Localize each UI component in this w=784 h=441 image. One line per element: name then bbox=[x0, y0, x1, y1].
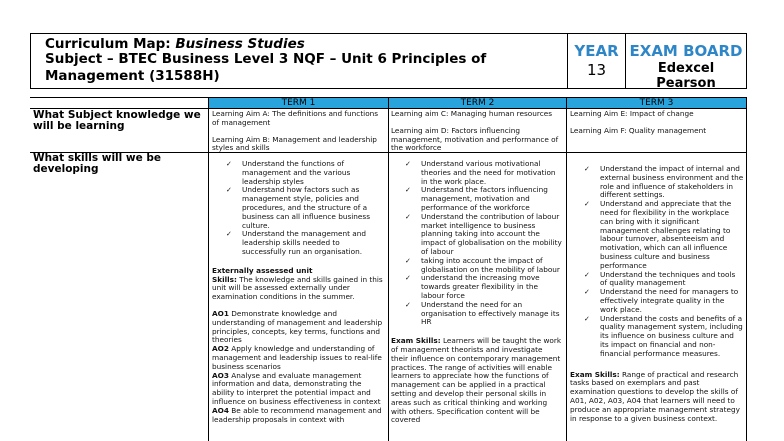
list-item: ✓ Understand the factors influencing management, motivation and performance of the workforce bbox=[405, 185, 548, 212]
subject-line: Subject – BTEC Business Level 3 NQF – Unit 6 Principles of Management (31588H) bbox=[45, 51, 487, 84]
external-assessment-heading: Externally assessed unit bbox=[212, 265, 313, 275]
list-item: ✓ Understand the need for managers to effectively integrate quality in the work place. bbox=[584, 287, 739, 314]
term-1-skill-list bbox=[212, 160, 384, 257]
learning-aim-d: Learning aim D: Factors influencing management, motivation and performance of the workforce bbox=[391, 125, 559, 153]
exam-board-label: EXAM BOARD bbox=[629, 42, 743, 60]
list-item: ✓ Understand and appreciate that the need for flexibility in the workplace can bring with it significant management challenges relating to labour turnover, absenteeism and motivation, which can all influence business culture and business performance bbox=[584, 199, 732, 270]
list-item: ✓ Understand how factors such as management style, policies and procedures, and the structure of a business can all influence business culture. bbox=[226, 185, 371, 230]
check-icon: ✓ bbox=[405, 186, 411, 195]
column-divider bbox=[208, 97, 209, 441]
list-item: ✓ Understand the management and leadership skills needed to successfully run an organisation. bbox=[226, 229, 367, 256]
term-2-header: TERM 2 bbox=[389, 98, 566, 108]
check-icon: ✓ bbox=[584, 270, 590, 279]
list-item: ✓ Understand the contribution of labour market intelligence to business planning taking into account the impact of globalisation on the mobility of labour bbox=[405, 211, 562, 256]
term-3-header: TERM 3 bbox=[567, 98, 746, 108]
header-box bbox=[30, 33, 747, 89]
list-item: ✓ Understand the functions of management and the various leadership styles bbox=[226, 160, 351, 186]
list-item: ✓ Understand the costs and benefits of a quality management system, including its influence on business culture and its impact on financial and non-financial performance measures. bbox=[584, 313, 743, 358]
exam-skills-continuation: their influence on contemporary management practices. The range of activities will enable learners to appreciate how the functions of management can be applied in a practical setting and develop their personal skills in areas such as critical thinking and working with others. Specification content will be covered bbox=[391, 353, 561, 425]
exam-board-value: Edexcel Pearson bbox=[656, 61, 716, 91]
check-icon: ✓ bbox=[226, 160, 232, 168]
check-icon: ✓ bbox=[584, 165, 590, 173]
column-divider bbox=[746, 97, 747, 441]
skills-term-2 bbox=[391, 160, 563, 441]
year-value: 13 bbox=[586, 61, 607, 79]
ao4-paragraph: AO4 Be able to recommend management and leadership proposals in context with bbox=[212, 405, 382, 424]
learning-aim-a: Learning Aim A: The definitions and functions of management bbox=[212, 109, 379, 127]
knowledge-term-3 bbox=[570, 110, 742, 136]
exam-skills-paragraph: Exam Skills: Range of practical and research tasks based on exemplars and past examination questions to develop the skills of A01, A02, A03, A04 that learners will need to produce an appropriate management strategy in response to a given business context. bbox=[570, 369, 740, 423]
learning-aim-f: Learning Aim F: Quality management bbox=[570, 125, 707, 135]
list-item: ✓ understand the increasing move towards greater flexibility in the labour force bbox=[405, 273, 540, 300]
knowledge-row-label: What Subject knowledge we will be learning bbox=[33, 109, 201, 132]
ao1-paragraph: AO1 Demonstrate knowledge and understanding of management and leadership principles, concepts, key terms, functions and theories bbox=[212, 308, 383, 345]
year-label: YEAR bbox=[574, 42, 619, 60]
exam-skills-paragraph: Exam Skills: Learners will be taught the work of management theorists and investigate bbox=[391, 336, 562, 354]
term-2-skill-list bbox=[391, 160, 563, 327]
list-item: ✓ Understand various motivational theories and the need for motivation in the work place. bbox=[405, 160, 556, 186]
check-icon: ✓ bbox=[226, 230, 232, 239]
list-item: ✓ Understand the techniques and tools of quality management bbox=[584, 269, 736, 288]
column-divider bbox=[566, 97, 567, 441]
check-icon: ✓ bbox=[405, 256, 411, 265]
check-icon: ✓ bbox=[226, 186, 232, 195]
term-1-header: TERM 1 bbox=[209, 98, 388, 108]
check-icon: ✓ bbox=[405, 274, 411, 283]
check-icon: ✓ bbox=[405, 212, 411, 221]
check-icon: ✓ bbox=[584, 314, 590, 323]
learning-aim-b: Learning Aim B: Management and leadership styles and skills bbox=[212, 134, 377, 153]
check-icon: ✓ bbox=[584, 200, 590, 209]
learning-aim-e: Learning Aim E: Impact of change bbox=[570, 109, 694, 118]
list-item: ✓ taking into account the impact of globalisation on the mobility of labour bbox=[405, 255, 560, 274]
check-icon: ✓ bbox=[405, 300, 411, 309]
column-divider bbox=[388, 97, 389, 441]
check-icon: ✓ bbox=[584, 288, 590, 297]
skills-paragraph: Skills: The knowledge and skills gained in this unit will be assessed externally under examination conditions in the summer. bbox=[212, 274, 383, 302]
check-icon: ✓ bbox=[405, 160, 411, 168]
list-item: ✓ Understand the need for an organisation to effectively manage its HR bbox=[405, 299, 560, 327]
ao3-paragraph: AO3 Analyse and evaluate management information and data, demonstrating the ability to interpret the potential impact and influence on business effectiveness in context bbox=[212, 370, 381, 406]
ao2-paragraph: AO2 Apply knowledge and understanding of management and leadership issues to real-life bbox=[212, 344, 382, 362]
page-title: Curriculum Map: Business Studies bbox=[45, 36, 305, 52]
knowledge-term-2 bbox=[391, 110, 563, 153]
skills-row-label: What skills will we be developing bbox=[33, 152, 162, 175]
learning-aim-c: Learning aim C: Managing human resources bbox=[391, 109, 553, 118]
knowledge-term-1 bbox=[212, 110, 384, 153]
skills-term-3 bbox=[570, 165, 744, 441]
ao2-continuation: business scenarios bbox=[212, 361, 281, 371]
skills-term-1 bbox=[212, 160, 384, 441]
list-item: ✓ Understand the impact of internal and external business environment and the role and influence of stakeholders in different settings. bbox=[584, 165, 744, 200]
term-3-skill-list bbox=[570, 165, 744, 359]
